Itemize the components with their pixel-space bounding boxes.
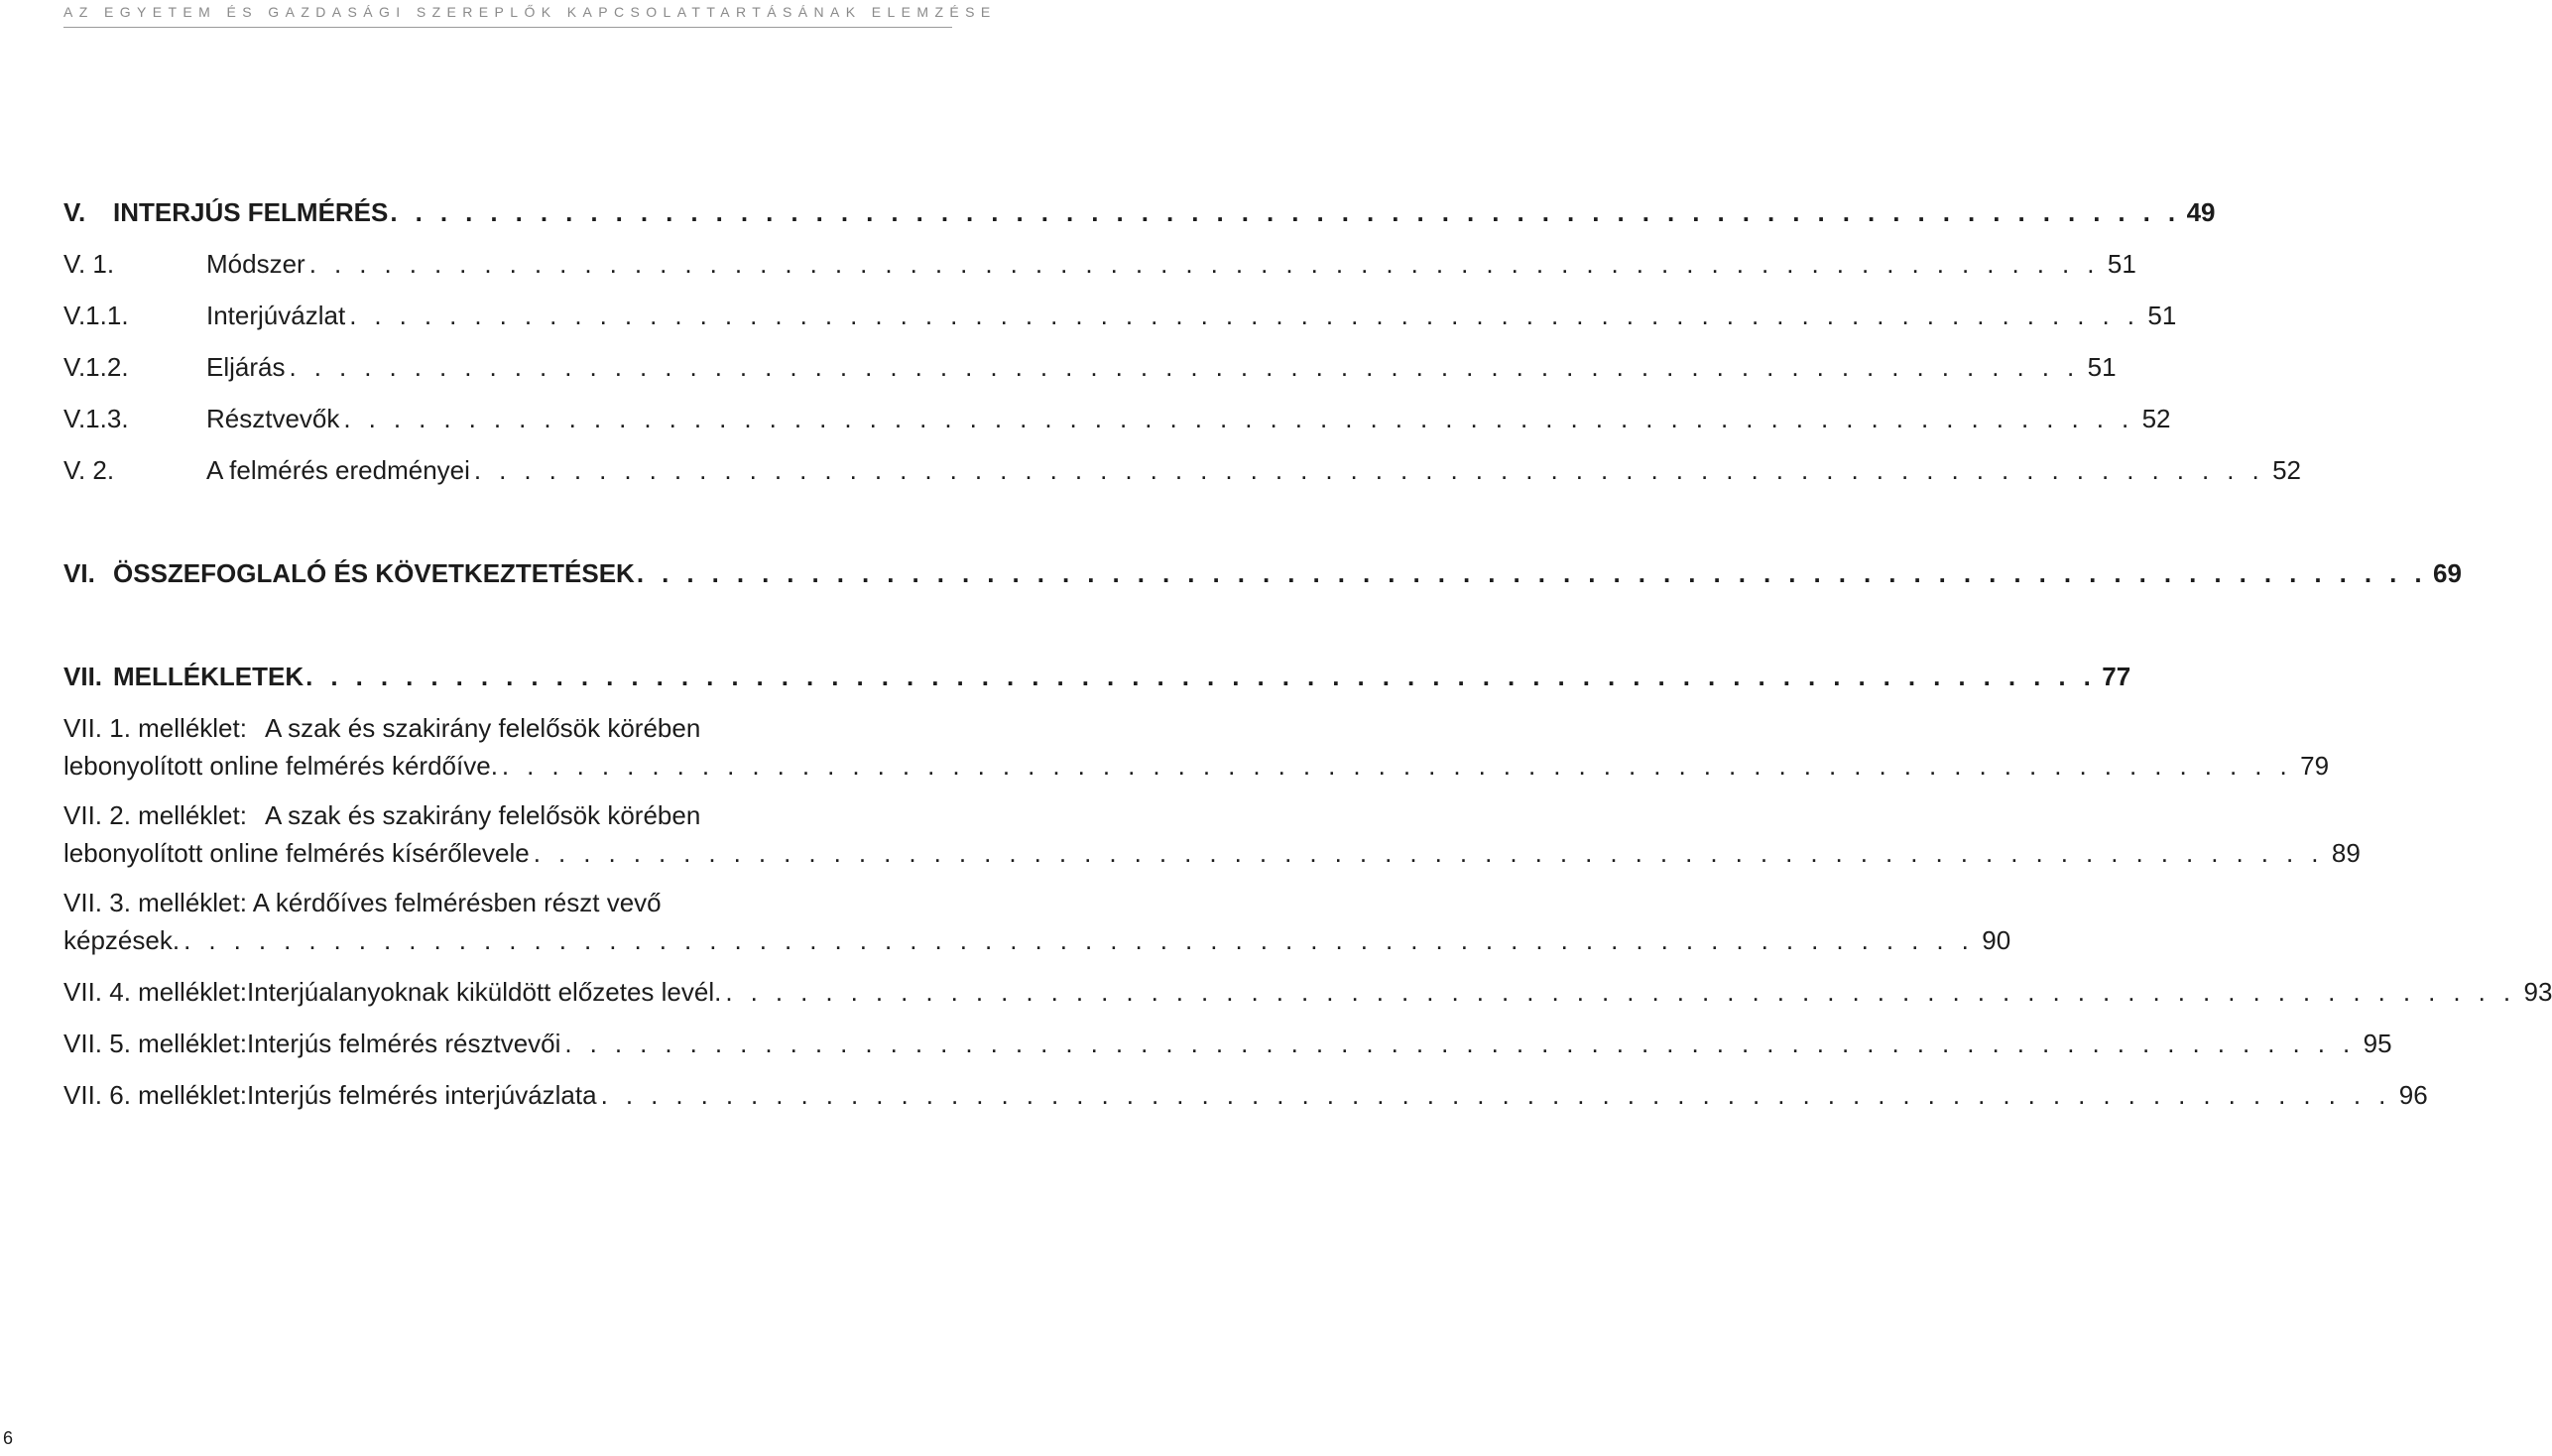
dot-leader: . . . . . . . . . . . . . . . . . . . . . . . . . . . . . . . . . . . . . . . . . . . . . . . . . . . . . . . . . . . . . . . . . . . . . . . . [343, 404, 2134, 433]
toc-annex-prefix: VII. 6. melléklet: [63, 1080, 247, 1110]
toc-title: Eljárás [206, 352, 286, 382]
toc-chapter-v[interactable] [63, 196, 2216, 228]
toc-annex-2-line2[interactable] [63, 837, 2361, 869]
toc-page-number: 49 [2186, 197, 2216, 227]
toc-annex-prefix: VII. 5. melléklet: [63, 1029, 247, 1058]
toc-page-number: 79 [2300, 751, 2330, 781]
dot-leader: . . . . . . . . . . . . . . . . . . . . . . . . . . . . . . . . . . . . . . . . . . . . . . . . . . . . . . . . . . . . . . . . . . . . . . . . [501, 751, 2293, 781]
toc-number: VI. [63, 558, 95, 588]
toc-section-v-1-1[interactable] [63, 300, 2177, 331]
dot-leader: . . . . . . . . . . . . . . . . . . . . . . . . . . . . . . . . . . . . . . . . . . . . . . . . . . . . . . . . . . . . . . . . . . . . . . . . [533, 838, 2324, 868]
toc-section-v-2[interactable] [63, 454, 2302, 486]
toc-chapter-vi[interactable] [63, 557, 2462, 589]
dot-leader: . . . . . . . . . . . . . . . . . . . . . . . . . . . . . . . . . . . . . . . . . . . . . . . . . . . . . . . . . . . . . . . . . . . . . . . . [564, 1029, 2356, 1058]
toc-title: Résztvevők [206, 404, 340, 433]
toc-annex-3-line1[interactable] [63, 887, 946, 918]
dot-leader: . . . . . . . . . . . . . . . . . . . . . . . . . . . . . . . . . . . . . . . . . . . . . . . . . . . . . . . . . . . . . . . . . . . . . . . . [305, 662, 2097, 691]
toc-page-number: 96 [2398, 1080, 2428, 1110]
toc-page-number: 69 [2433, 558, 2462, 588]
dot-leader: . . . . . . . . . . . . . . . . . . . . . . . . . . . . . . . . . . . . . . . . . . . . . . . . . . . . . . . . . . . . . . . . . . . . . . . . [390, 197, 2181, 227]
toc-title: lebonyolított online felmérés kérdőíve. [63, 751, 498, 781]
dot-leader: . . . . . . . . . . . . . . . . . . . . . . . . . . . . . . . . . . . . . . . . . . . . . . . . . . . . . . . . . . . . . . . . . . . . . . . . [725, 977, 2516, 1007]
toc-annex-6[interactable] [63, 1079, 2428, 1111]
toc-number: V. 1. [63, 249, 115, 279]
toc-title: A felmérés eredményei [206, 455, 470, 485]
toc-annex-3-line2[interactable] [63, 924, 2011, 956]
running-header: AZ EGYETEM ÉS GAZDASÁGI SZEREPLŐK KAPCSOLATTARTÁSÁNAK ELEMZÉSE [63, 4, 997, 20]
toc-page-number: 51 [2147, 301, 2177, 330]
dot-leader: . . . . . . . . . . . . . . . . . . . . . . . . . . . . . . . . . . . . . . . . . . . . . . . . . . . . . . . . . . . . . . . . . . . . . . . . [600, 1080, 2391, 1110]
toc-number: V.1.3. [63, 404, 129, 433]
dot-leader: . . . . . . . . . . . . . . . . . . . . . . . . . . . . . . . . . . . . . . . . . . . . . . . . . . . . . . . . . . . . . . . . . . . . . . . . [308, 249, 2100, 279]
toc-title: INTERJÚS FELMÉRÉS [113, 197, 389, 227]
toc-title: VII. 3. melléklet: A kérdőíves felmérésben részt vevő [63, 888, 662, 917]
toc-title: A szak és szakirány felelősök körében [264, 713, 701, 743]
toc-annex-1-line2[interactable] [63, 750, 2330, 782]
toc-title: Módszer [206, 249, 305, 279]
toc-title: ÖSSZEFOGLALÓ ÉS KÖVETKEZTETÉSEK [113, 558, 635, 588]
toc-number: VII. [63, 662, 103, 691]
toc-page-number: 52 [2141, 404, 2171, 433]
dot-leader: . . . . . . . . . . . . . . . . . . . . . . . . . . . . . . . . . . . . . . . . . . . . . . . . . . . . . . . . . . . . . . . . . . . . . . . . [636, 558, 2428, 588]
toc-section-v-1[interactable] [63, 248, 2136, 280]
toc-annex-4[interactable] [63, 976, 2552, 1008]
toc-number: V. 2. [63, 455, 115, 485]
toc-page-number: 90 [1982, 925, 2011, 955]
dot-leader: . . . . . . . . . . . . . . . . . . . . . . . . . . . . . . . . . . . . . . . . . . . . . . . . . . . . . . . . . . . . . . . . . . . . . . . . [289, 352, 2080, 382]
toc-page-number: 95 [2363, 1029, 2392, 1058]
toc-title: Interjúvázlat [206, 301, 346, 330]
toc-section-v-1-3[interactable] [63, 403, 2171, 434]
page-number: 6 [3, 1428, 14, 1448]
toc-page-number: 93 [2523, 977, 2552, 1007]
toc-chapter-vii[interactable] [63, 661, 2131, 692]
dot-leader: . . . . . . . . . . . . . . . . . . . . . . . . . . . . . . . . . . . . . . . . . . . . . . . . . . . . . . . . . . . . . . . . . . . . . . . . [473, 455, 2265, 485]
dot-leader: . . . . . . . . . . . . . . . . . . . . . . . . . . . . . . . . . . . . . . . . . . . . . . . . . . . . . . . . . . . . . . . . . . . . . . . . [183, 925, 1975, 955]
dot-leader: . . . . . . . . . . . . . . . . . . . . . . . . . . . . . . . . . . . . . . . . . . . . . . . . . . . . . . . . . . . . . . . . . . . . . . . . [349, 301, 2140, 330]
toc-annex-prefix: VII. 4. melléklet: [63, 977, 247, 1007]
toc-title: MELLÉKLETEK [113, 662, 304, 691]
toc-page-number: 77 [2102, 662, 2131, 691]
toc-number: V.1.1. [63, 301, 129, 330]
toc-annex-2-line1[interactable] [63, 799, 946, 831]
toc-annex-prefix: VII. 1. melléklet: [63, 713, 247, 743]
toc-title: A szak és szakirány felelősök körében [264, 800, 701, 830]
toc-annex-1-line1[interactable] [63, 712, 946, 744]
toc-title: Interjús felmérés interjúvázlata [246, 1080, 597, 1110]
toc-number: V.1.2. [63, 352, 129, 382]
toc-page-number: 51 [2087, 352, 2117, 382]
toc-number: V. [63, 197, 86, 227]
toc-page-number: 89 [2331, 838, 2361, 868]
toc-page-number: 51 [2107, 249, 2136, 279]
toc-page-number: 52 [2272, 455, 2302, 485]
toc-title: Interjús felmérés résztvevői [246, 1029, 561, 1058]
toc-annex-5[interactable] [63, 1028, 2392, 1059]
toc-title: képzések. [63, 925, 181, 955]
toc-section-v-1-2[interactable] [63, 351, 2117, 383]
toc-title: lebonyolított online felmérés kísérőlevele [63, 838, 530, 868]
toc-title: Interjúalanyoknak kiküldött előzetes levél. [246, 977, 722, 1007]
header-rule [63, 27, 952, 28]
toc-annex-prefix: VII. 2. melléklet: [63, 800, 247, 830]
